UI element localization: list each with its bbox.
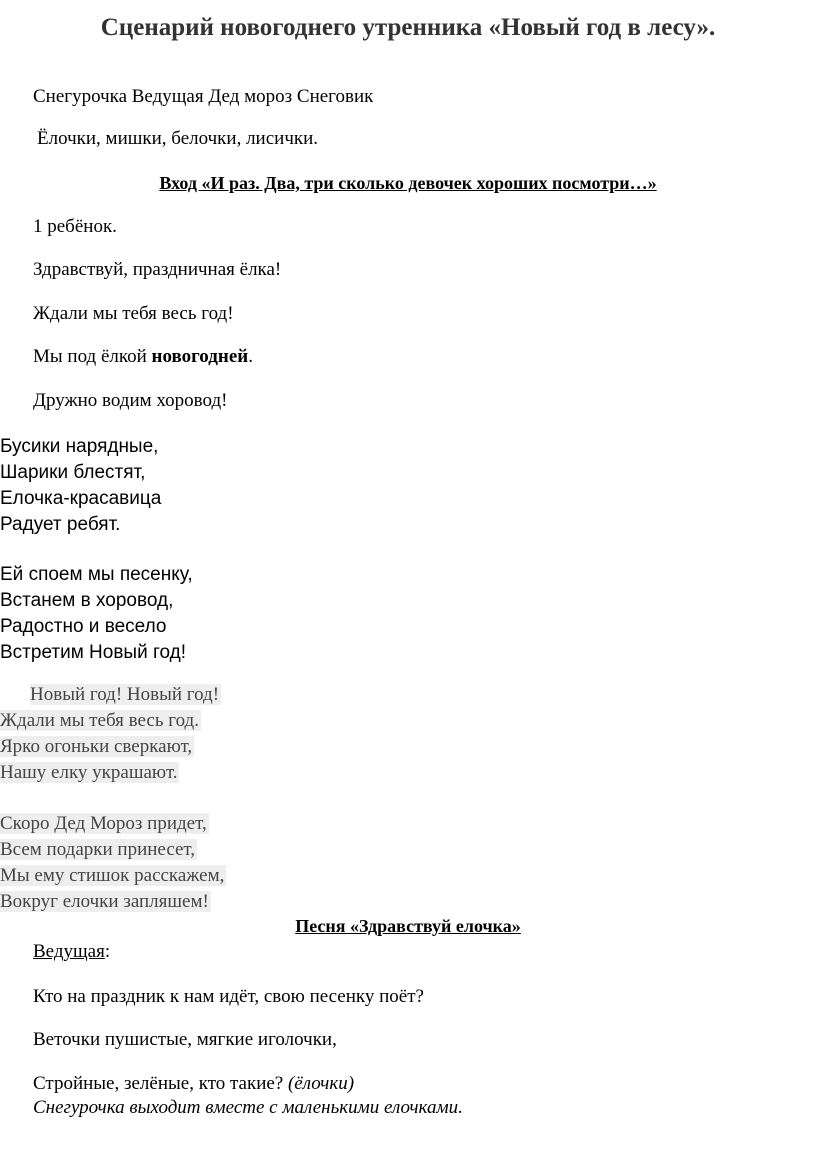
poem-text: Мы под ёлкой — [33, 346, 152, 367]
stanza-line: Шарики блестят, — [0, 462, 146, 483]
poem-line-with-bold — [33, 346, 253, 368]
stanza-text: Ярко огоньки сверкают, — [0, 736, 193, 757]
poem-line: Дружно водим хоровод! — [33, 390, 228, 411]
stanza-text: Всем подарки принесет, — [0, 839, 196, 860]
entrance-heading: Вход «И раз. Два, три сколько девочек хороших посмотри…» — [159, 173, 657, 193]
stanza-d — [0, 811, 226, 915]
host-colon: : — [104, 941, 111, 962]
stanza-text: Ждали мы тебя весь год. — [0, 710, 199, 731]
stanza-text: Скоро Дед Мороз придет, — [0, 813, 207, 834]
stanza-line — [0, 863, 226, 889]
song-heading: Песня «Здравствуй елочка» — [295, 916, 521, 936]
stanza-a — [0, 434, 161, 538]
stanza-line: Встретим Новый год! — [0, 642, 186, 663]
poem-line: Ждали мы тебя весь год! — [33, 303, 234, 324]
stanza-line: Радует ребят. — [0, 514, 121, 535]
host-label: Ведущая — [33, 941, 105, 962]
stanza-text: Мы ему стишок расскажем, — [0, 865, 225, 886]
stanza-line — [0, 811, 226, 837]
poem-text: . — [248, 346, 253, 367]
stanza-line — [0, 682, 221, 708]
poem-bold-word: новогодней — [151, 346, 249, 367]
stanza-text: Вокруг елочки запляшем! — [0, 891, 209, 912]
stanza-line: Бусики нарядные, — [0, 436, 159, 457]
stanza-line: Встанем в хоровод, — [0, 590, 174, 611]
animals-line: Ёлочки, мишки, белочки, лисички. — [37, 128, 319, 149]
child-label: 1 ребёнок. — [33, 216, 117, 237]
stanza-c — [0, 682, 221, 786]
stanza-line — [0, 837, 226, 863]
stanza-line — [0, 708, 221, 734]
last-line — [33, 1073, 354, 1095]
answer-text: (ёлочки) — [287, 1073, 355, 1094]
host-line: Веточки пушистые, мягкие иголочки, — [33, 1029, 337, 1050]
characters-line: Снегурочка Ведущая Дед мороз Снеговик — [33, 86, 374, 107]
stage-direction: Снегурочка выходит вместе с маленькими елочками. — [33, 1097, 463, 1118]
stanza-line — [0, 760, 221, 786]
host-line: Кто на праздник к нам идёт, свою песенку поёт? — [33, 986, 424, 1007]
poem-line: Здравствуй, праздничная ёлка! — [33, 259, 282, 280]
stanza-line: Ей споем мы песенку, — [0, 564, 193, 585]
stanza-line — [0, 734, 221, 760]
stanza-line: Радостно и весело — [0, 616, 167, 637]
host-label-line — [33, 941, 110, 963]
stanza-line: Елочка-красавица — [0, 488, 162, 509]
document-title: Сценарий новогоднего утренника «Новый год в лесу». — [100, 14, 716, 41]
stanza-line — [0, 889, 226, 915]
stanza-text: Новый год! Новый год! — [30, 684, 220, 705]
question-text: Стройные, зелёные, кто такие? — [33, 1073, 288, 1094]
stanza-text: Нашу елку украшают. — [0, 762, 178, 783]
stanza-b — [0, 562, 193, 666]
